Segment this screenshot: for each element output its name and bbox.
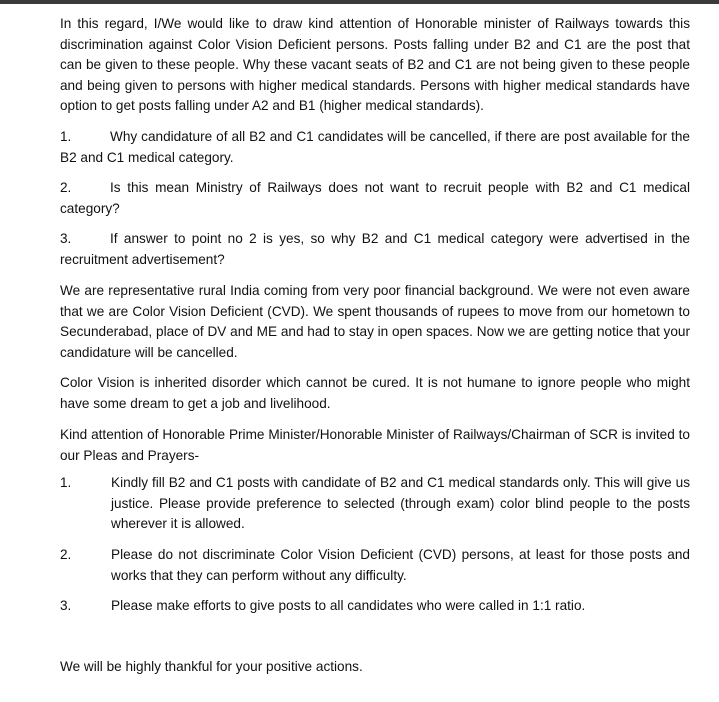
paragraph-background — [60, 281, 690, 363]
paragraph-intro — [60, 14, 690, 117]
paragraph-attention — [60, 425, 690, 466]
question-2-text: Is this mean Ministry of Railways does not want to recruit people with B2 and C1 medical category? — [60, 180, 690, 216]
question-3-text: If answer to point no 2 is yes, so why B2 and C1 medical category were advertised in the recruitment advertisement? — [60, 231, 690, 267]
prayer-3 — [60, 596, 690, 617]
closing-line — [60, 657, 690, 678]
prayer-2 — [60, 545, 690, 586]
prayer-3-number: 3. — [60, 598, 72, 613]
paragraph-inherited-text: Color Vision is inherited disorder which cannot be cured. It is not humane to ignore people who might have some dream to get a job and livelihood. — [60, 375, 690, 411]
paragraph-inherited — [60, 373, 690, 414]
question-3 — [60, 229, 690, 270]
question-1-text: Why candidature of all B2 and C1 candidates will be cancelled, if there are post available for the B2 and C1 medical category. — [60, 129, 690, 165]
question-2 — [60, 178, 690, 219]
question-1 — [60, 127, 690, 168]
closing-line-text: We will be highly thankful for your positive actions. — [60, 659, 363, 674]
prayer-1-number: 1. — [60, 475, 72, 490]
prayer-2-number: 2. — [60, 547, 72, 562]
prayer-3-text: Please make efforts to give posts to all candidates who were called in 1:1 ratio. — [111, 598, 586, 613]
paragraph-background-text: We are representative rural India coming from very poor financial background. We were not even aware that we are Color Vision Deficient (CVD). We spent thousands of rupees to move from our hometown to Secunderabad, place of DV and ME and had to stay in open spaces. Now we are getting notice that your candidature will be cancelled. — [60, 283, 690, 360]
cropped-text-strip — [0, 0, 719, 4]
paragraph-intro-text: In this regard, I/We would like to draw kind attention of Honorable minister of Railways towards this discrimination against Color Vision Deficient persons. Posts falling under B2 and C1 are the post that can be given to these people. Why these vacant seats of B2 and C1 are not being given to these people and being given to persons with higher medical standards. Persons with higher medical standards have option to get posts falling under A2 and B1 (higher medical standards). — [60, 16, 690, 114]
question-2-number: 2. — [60, 180, 72, 195]
prayer-2-text: Please do not discriminate Color Vision Deficient (CVD) persons, at least for those posts and works that they can perform without any difficulty. — [111, 547, 690, 583]
prayer-1-text: Kindly fill B2 and C1 posts with candidate of B2 and C1 medical standards only. This will give us justice. Please provide preference to selected (through exam) color blind people to the posts wherever it is allowed. — [111, 475, 690, 532]
question-3-number: 3. — [60, 231, 72, 246]
paragraph-attention-text: Kind attention of Honorable Prime Minister/Honorable Minister of Railways/Chairman of SCR is invited to our Pleas and Prayers- — [60, 427, 690, 463]
prayer-1 — [60, 473, 690, 535]
question-1-number: 1. — [60, 129, 72, 144]
